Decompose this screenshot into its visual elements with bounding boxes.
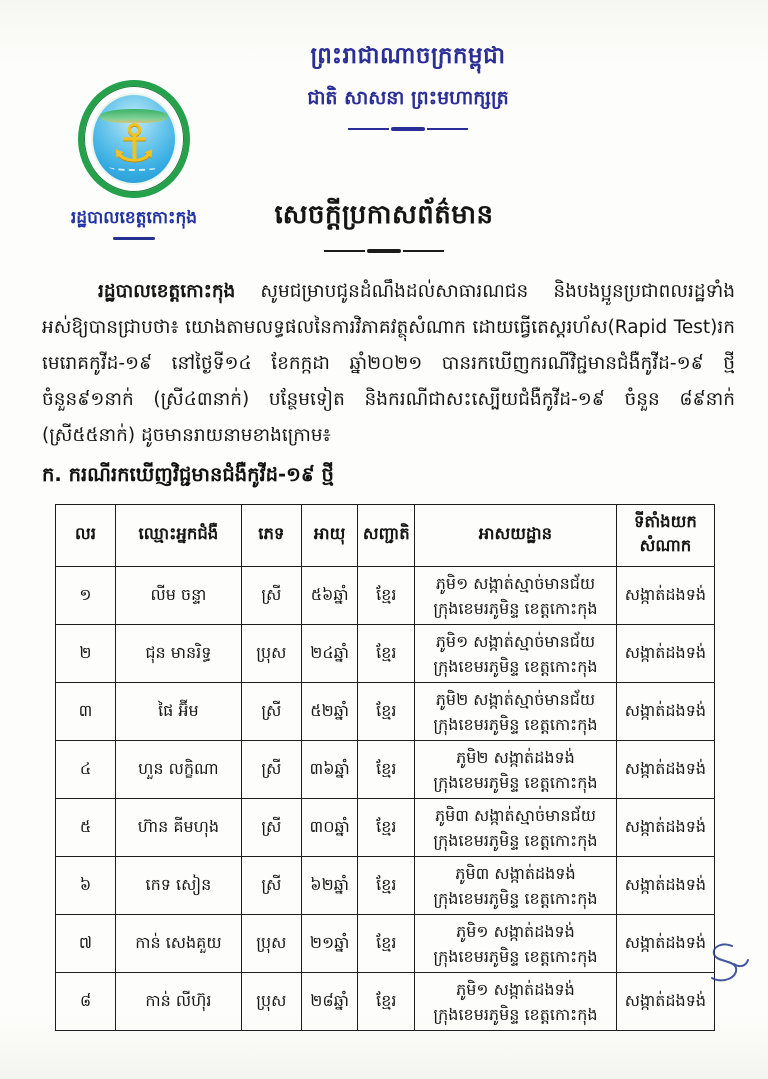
cell-age: ២១ឆ្នាំ — [301, 915, 358, 973]
table-header-row — [56, 505, 715, 567]
cell-no: ៦ — [56, 857, 116, 915]
cell-gender: ប្រុស — [241, 973, 301, 1031]
cell-age: ៥២ឆ្នាំ — [301, 683, 358, 741]
cell-sample-site: សង្កាត់ដងទង់ — [616, 741, 714, 799]
cell-no: ៧ — [56, 915, 116, 973]
divider-bar — [367, 249, 401, 254]
cell-nationality: ខ្មែរ — [358, 973, 415, 1031]
cell-age: ៦២ឆ្នាំ — [301, 857, 358, 915]
table-row — [56, 799, 715, 857]
address-line-1: ភូមិ៣ សង្កាត់ដងទង់ — [455, 863, 576, 883]
cell-gender: ប្រុស — [241, 915, 301, 973]
address-line-2: ក្រុងខេមរភូមិន្ទ ខេត្តកោះកុង — [433, 1004, 598, 1024]
cell-sample-site: សង្កាត់ដងទង់ — [616, 915, 714, 973]
seal-sea-background — [91, 93, 177, 185]
table-row — [56, 857, 715, 915]
cell-nationality: ខ្មែរ — [358, 915, 415, 973]
section-heading: ក. ករណីរកឃើញវិជ្ជមានជំងឺកូវីដ-១៩ ថ្មី — [42, 463, 334, 486]
table-row — [56, 915, 715, 973]
cell-age: ៣៦ឆ្នាំ — [301, 741, 358, 799]
address-line-2: ក្រុងខេមរភូមិន្ទ ខេត្តកោះកុង — [433, 714, 598, 734]
cell-sample-site: សង្កាត់ដងទង់ — [616, 973, 714, 1031]
cell-sample-site: សង្កាត់ដងទង់ — [616, 625, 714, 683]
address-line-1: ភូមិ២ សង្កាត់ដងទង់ — [456, 747, 575, 767]
cell-patient-name: ហ៊ាន គីមហុង — [115, 799, 241, 857]
cell-address — [415, 567, 617, 625]
national-motto: ជាតិ សាសនា ព្រះមហាក្សត្រ — [307, 87, 509, 109]
kingdom-title: ព្រះរាជាណាចក្រកម្ពុជា — [310, 43, 506, 69]
cell-gender: ស្រី — [241, 799, 301, 857]
announcement-paragraph — [42, 274, 735, 454]
signature-initials-icon — [694, 938, 750, 990]
cell-address — [415, 741, 617, 799]
cell-no: ៨ — [56, 973, 116, 1031]
cell-address — [415, 799, 617, 857]
table-row — [56, 567, 715, 625]
cell-age: ៥៦ឆ្នាំ — [301, 567, 358, 625]
cell-address — [415, 915, 617, 973]
title-divider — [324, 248, 444, 254]
col-header-no: លរ — [56, 505, 116, 567]
address-line-2: ក្រុងខេមរភូមិន្ទ ខេត្តកោះកុង — [433, 830, 598, 850]
cell-patient-name: ហួន លក្ខិណា — [115, 741, 241, 799]
seal-wave-decoration — [109, 163, 158, 171]
cell-sample-site: សង្កាត់ដងទង់ — [616, 799, 714, 857]
address-line-1: ភូមិ១ សង្កាត់ដងទង់ — [456, 921, 575, 941]
cell-no: ២ — [56, 625, 116, 683]
cell-address — [415, 625, 617, 683]
address-line-1: ភូមិ១ សង្កាត់ស្មាច់មានជ័យ — [435, 573, 596, 593]
cases-table-body — [56, 567, 715, 1031]
col-header-nationality: សញ្ជាតិ — [358, 505, 415, 567]
cell-nationality: ខ្មែរ — [358, 625, 415, 683]
cell-address — [415, 857, 617, 915]
cell-no: ៤ — [56, 741, 116, 799]
cell-sample-site: សង្កាត់ដងទង់ — [616, 857, 714, 915]
paragraph-body: សូមជម្រាបជូនដំណឹងដល់សាធារណជន និងបងប្អូនប្រជាពលរដ្ឋទាំងអស់ឱ្យបានជ្រាបថា៖ យោងតាមលទ្ធផលនៃការវិភាគវត្ថុសំណាក ដោយធ្វើតេស្តរហ័ស(Rapid Test)រកមេរោគកូវីដ-១៩ នៅថ្ងៃទី១៤ ខែកក្កដា ឆ្នាំ២០២១ បានរកឃើញករណីវិជ្ជមានជំងឺកូវីដ-១៩ ថ្មី ចំនួន៩១នាក់ (ស្រី៤៣នាក់) បន្ថែមទៀត និងករណីជាសះស្បើយជំងឺកូវីដ-១៩ ចំនួន ៨៩នាក់ (ស្រី៥៥នាក់) ដូចមានរាយនាមខាងក្រោម៖ — [42, 281, 735, 446]
col-header-age: អាយុ — [301, 505, 358, 567]
cell-nationality: ខ្មែរ — [358, 741, 415, 799]
cell-no: ៣ — [56, 683, 116, 741]
address-line-1: ភូមិ៣ សង្កាត់ស្មាច់មានជ័យ — [434, 805, 596, 825]
divider-line-right — [403, 250, 444, 252]
cell-address — [415, 973, 617, 1031]
covid-cases-table — [55, 504, 715, 1031]
cell-patient-name: កាន់ លីហ៊ុរ — [115, 973, 241, 1031]
table-row — [56, 625, 715, 683]
cell-patient-name: ជុន មានរិទ្ធ — [115, 625, 241, 683]
cell-address — [415, 683, 617, 741]
koh-kong-seal-icon — [78, 80, 190, 198]
cell-patient-name: កេទ សៀន — [115, 857, 241, 915]
cell-nationality: ខ្មែរ — [358, 857, 415, 915]
divider-bar — [391, 127, 425, 132]
page-title: សេចក្តីប្រកាសព័ត៌មាន — [274, 200, 494, 230]
header-divider — [348, 126, 468, 132]
cell-patient-name: កាន់ សេងគួយ — [115, 915, 241, 973]
cell-patient-name: ផៃ អ៊ីម — [115, 683, 241, 741]
cell-sample-site: សង្កាត់ដងទង់ — [616, 683, 714, 741]
cell-nationality: ខ្មែរ — [358, 799, 415, 857]
cell-age: ២៨ឆ្នាំ — [301, 973, 358, 1031]
address-line-1: ភូមិ១ សង្កាត់ស្មាច់មានជ័យ — [435, 631, 596, 651]
divider-line-right — [427, 128, 468, 130]
cell-no: ១ — [56, 567, 116, 625]
table-row — [56, 741, 715, 799]
cell-nationality: ខ្មែរ — [358, 567, 415, 625]
table-row — [56, 683, 715, 741]
address-line-2: ក្រុងខេមរភូមិន្ទ ខេត្តកោះកុង — [433, 598, 598, 618]
cell-patient-name: លីម ចន្ទា — [115, 567, 241, 625]
col-header-gender: ភេទ — [241, 505, 301, 567]
address-line-2: ក្រុងខេមរភូមិន្ទ ខេត្តកោះកុង — [433, 772, 598, 792]
org-name-underline — [113, 237, 155, 240]
anchor-icon: ⚓ — [110, 113, 158, 174]
address-line-2: ក្រុងខេមរភូមិន្ទ ខេត្តកោះកុង — [433, 946, 598, 966]
address-line-1: ភូមិ១ សង្កាត់ដងទង់ — [456, 979, 575, 999]
divider-line-left — [348, 128, 389, 130]
cell-gender: ប្រុស — [241, 625, 301, 683]
paragraph-lead: រដ្ឋបាលខេត្តកោះកុង — [98, 281, 236, 302]
cell-gender: ស្រី — [241, 567, 301, 625]
table-row — [56, 973, 715, 1031]
cell-age: ៣០ឆ្នាំ — [301, 799, 358, 857]
address-line-1: ភូមិ២ សង្កាត់ស្មាច់មានជ័យ — [435, 689, 596, 709]
provincial-seal-block — [34, 80, 234, 240]
cell-gender: ស្រី — [241, 741, 301, 799]
org-name-label: រដ្ឋបាលខេត្តកោះកុង — [70, 208, 198, 228]
cell-gender: ស្រី — [241, 683, 301, 741]
col-header-patient-name: ឈ្មោះអ្នកជំងឺ — [115, 505, 241, 567]
cell-gender: ស្រី — [241, 857, 301, 915]
col-header-sample-site: ទីតាំងយក សំណាក — [616, 505, 714, 567]
cell-no: ៥ — [56, 799, 116, 857]
cell-nationality: ខ្មែរ — [358, 683, 415, 741]
cell-age: ២៤ឆ្នាំ — [301, 625, 358, 683]
address-line-2: ក្រុងខេមរភូមិន្ទ ខេត្តកោះកុង — [433, 888, 598, 908]
cell-sample-site: សង្កាត់ដងទង់ — [616, 567, 714, 625]
address-line-2: ក្រុងខេមរភូមិន្ទ ខេត្តកោះកុង — [433, 656, 598, 676]
col-header-address: អាសយដ្ឋាន — [415, 505, 617, 567]
divider-line-left — [324, 250, 365, 252]
